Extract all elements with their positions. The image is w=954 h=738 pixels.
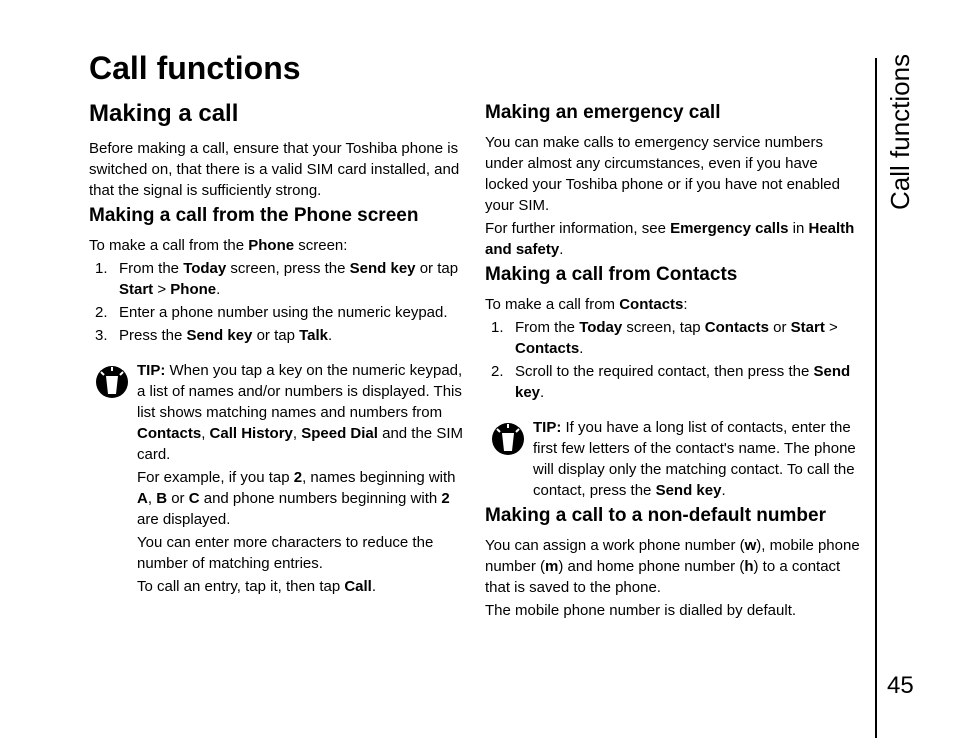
side-divider	[875, 58, 877, 738]
tip-paragraph: For example, if you tap 2, names beginning with A, B or C and phone numbers beginning with 2 are displayed.	[137, 469, 456, 528]
section-title: Making a call	[89, 100, 239, 127]
list-item: 1. From the Today screen, press the Send key or tap Start > Phone.	[95, 260, 459, 298]
lightbulb-icon	[95, 364, 129, 400]
tip-paragraph: To call an entry, tap it, then tap Call.	[137, 578, 377, 595]
emergency-paragraph: You can make calls to emergency service numbers under almost any circumstances, even if you have locked your Toshiba phone or if you have not enabled your SIM.	[485, 134, 840, 214]
page-number: 45	[887, 672, 914, 699]
phone-screen-lead: To make a call from the Phone screen:	[89, 237, 348, 254]
phone-screen-steps	[89, 258, 469, 346]
tip-paragraph: TIP: When you tap a key on the numeric keypad, a list of names and/or numbers is displayed. This list shows matching names and numbers from Contacts, Call History, Speed Dial and the SIM card.	[137, 362, 463, 463]
emergency-reference: For further information, see Emergency calls in Health and safety.	[485, 220, 855, 258]
lightbulb-icon	[491, 421, 525, 457]
list-item: 3. Press the Send key or tap Talk.	[95, 327, 333, 344]
list-item: 2. Scroll to the required contact, then press the Send key.	[491, 363, 851, 401]
left-column	[89, 98, 469, 599]
subheading-emergency: Making an emergency call	[485, 102, 721, 123]
list-item: 1. From the Today screen, tap Contacts or Start > Contacts.	[491, 319, 838, 357]
subheading-non-default: Making a call to a non-default number	[485, 505, 826, 526]
subheading-contacts: Making a call from Contacts	[485, 264, 738, 285]
right-column	[485, 100, 863, 623]
list-item: 2. Enter a phone number using the numeric keypad.	[95, 304, 448, 321]
non-default-note: The mobile phone number is dialled by default.	[485, 602, 797, 619]
subheading-phone-screen: Making a call from the Phone screen	[89, 205, 419, 226]
side-chapter-label: Call functions	[885, 53, 915, 210]
tip-paragraph: TIP: If you have a long list of contacts, enter the first few letters of the contact's name. The phone will display only the matching contact. To call the contact, press the Send key.	[533, 419, 856, 499]
tip-box-keypad	[89, 360, 469, 597]
contacts-lead: To make a call from Contacts:	[485, 296, 688, 313]
non-default-paragraph: You can assign a work phone number (w), mobile phone number (m) and home phone number (h) to a contact that is saved to the phone.	[485, 537, 860, 596]
tip-paragraph: You can enter more characters to reduce the number of matching entries.	[137, 534, 434, 572]
intro-paragraph: Before making a call, ensure that your Toshiba phone is switched on, that there is a valid SIM card installed, and that the signal is sufficiently strong.	[89, 140, 460, 199]
page-title: Call functions	[89, 50, 301, 86]
tip-box-contacts	[485, 417, 863, 501]
contacts-steps	[485, 317, 863, 403]
